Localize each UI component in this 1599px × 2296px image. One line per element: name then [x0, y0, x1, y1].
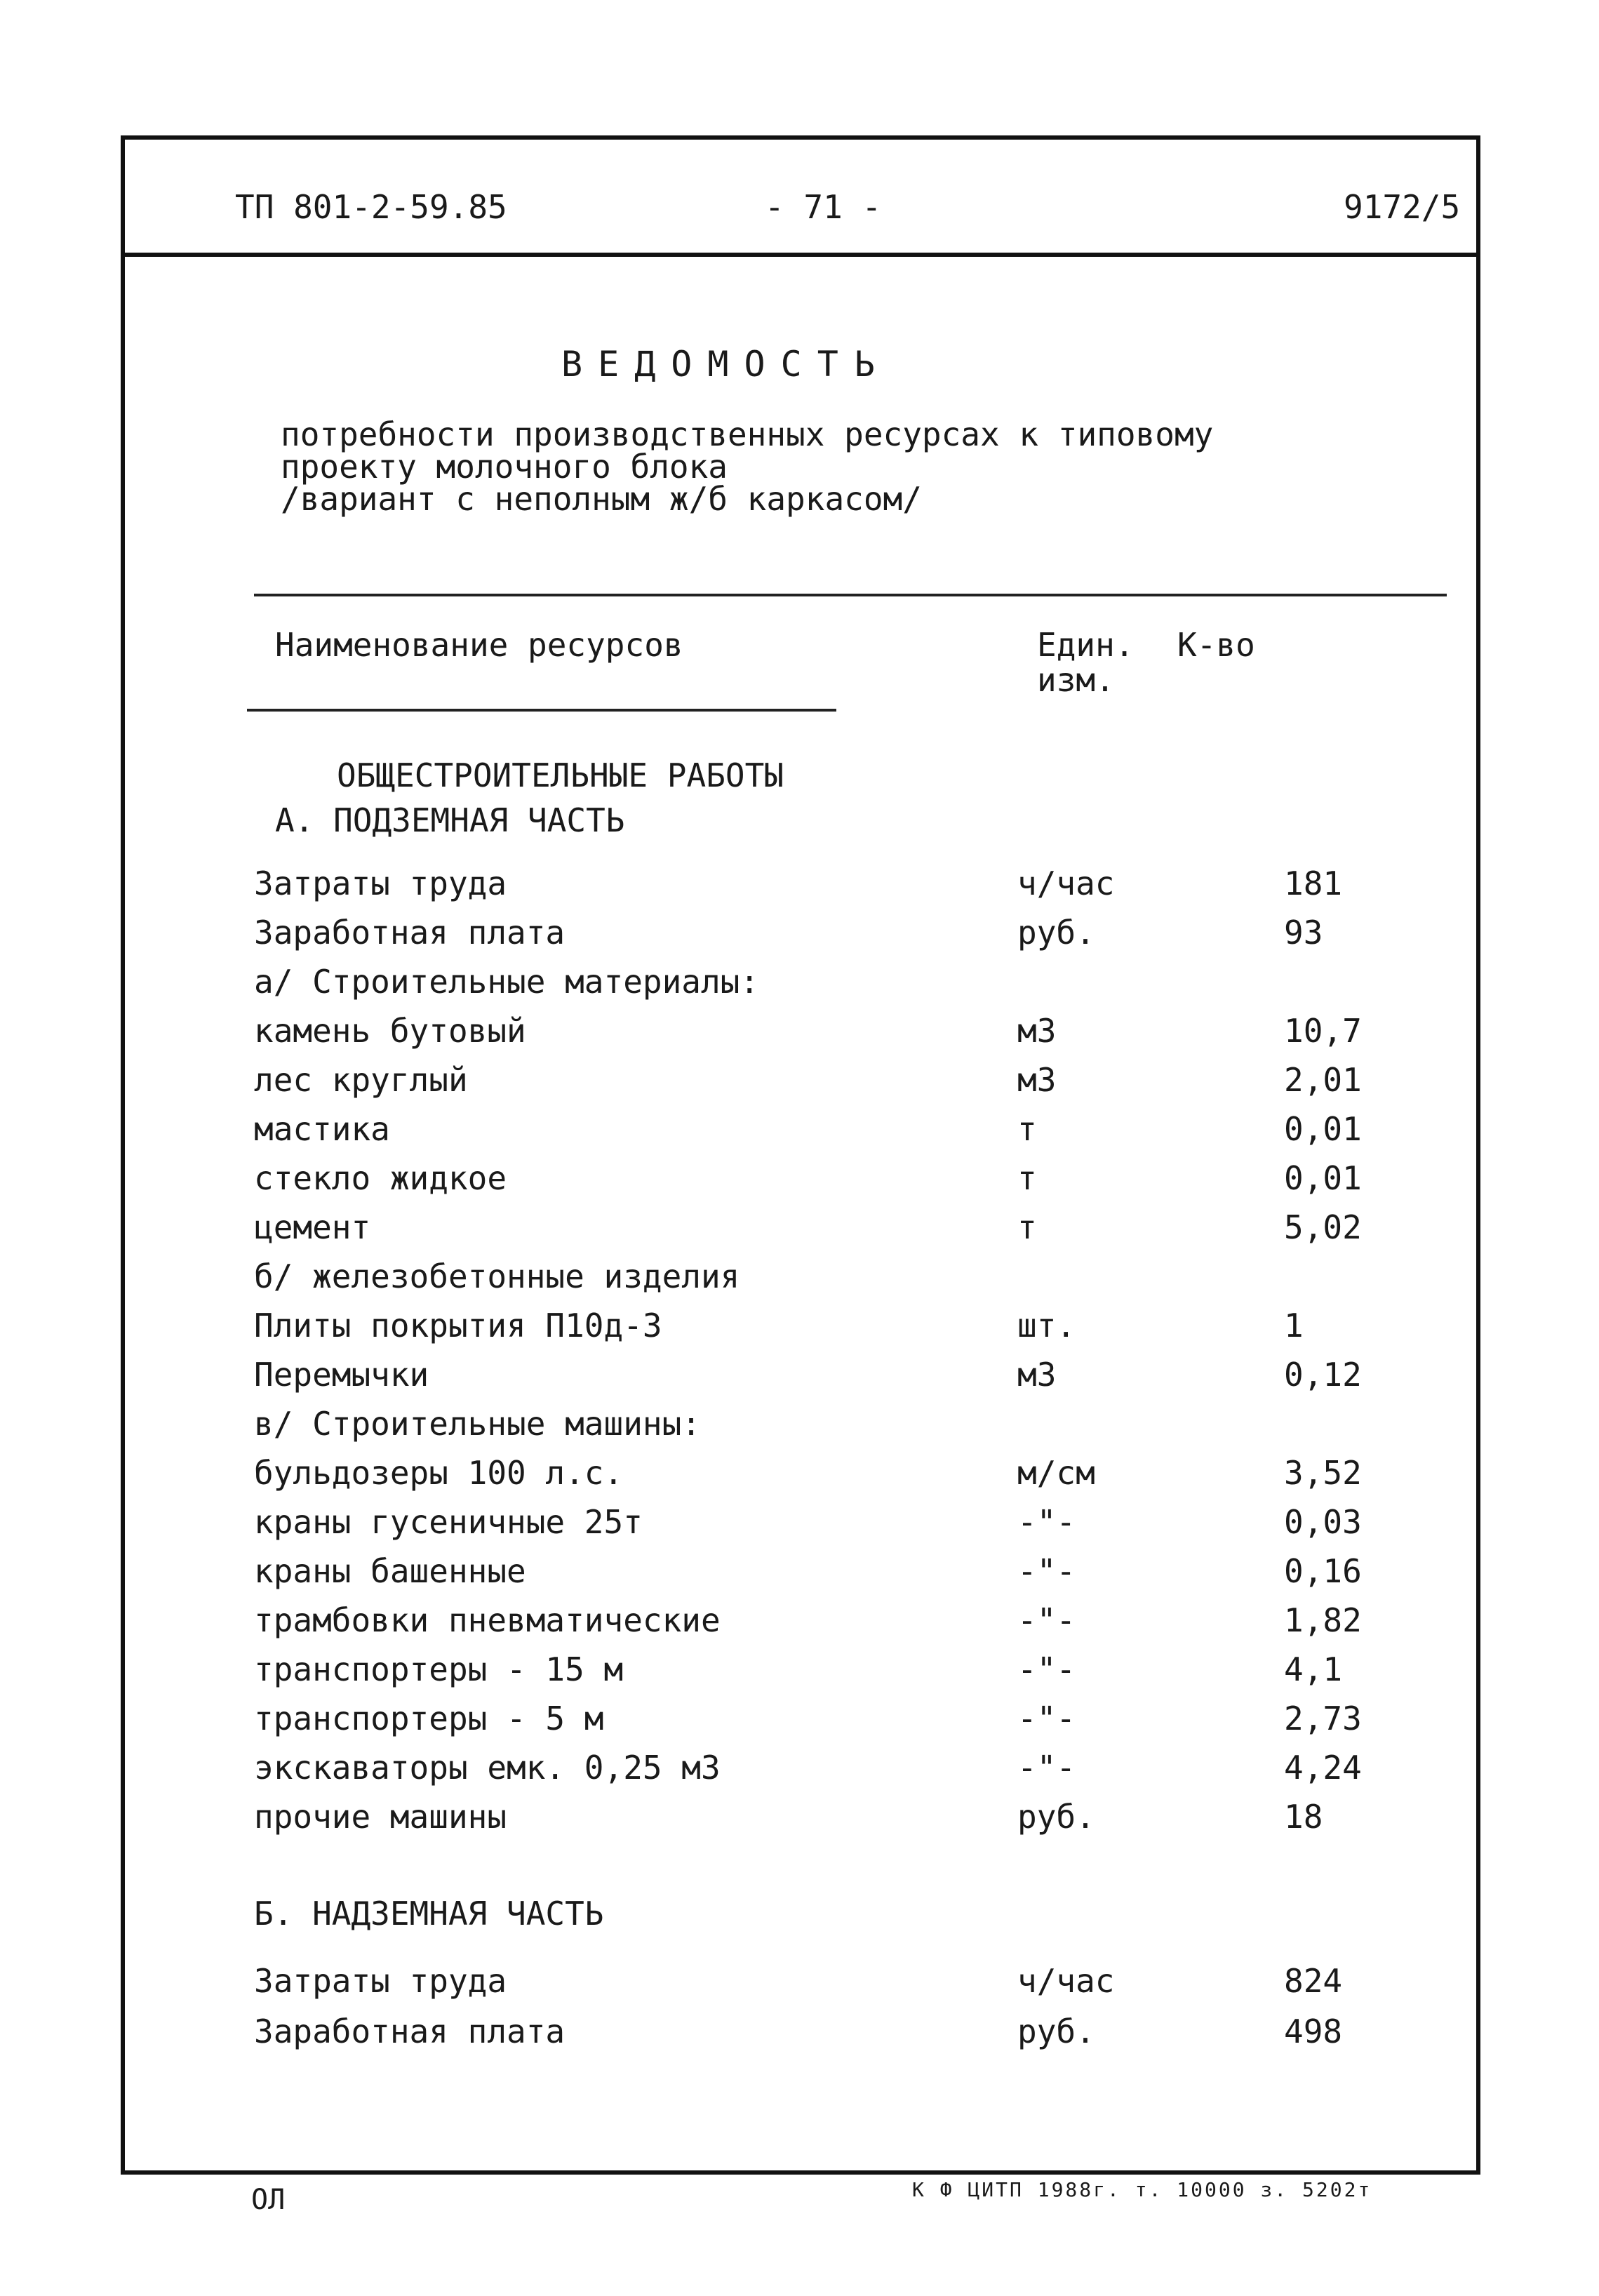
footer-left-mark: ОЛ [251, 2184, 286, 2216]
sheet-number: 9172/5 [1344, 188, 1461, 226]
row-qty: 5,02 [1284, 1208, 1362, 1246]
row-unit: шт. [1017, 1307, 1076, 1344]
row-name: мастика [254, 1110, 390, 1148]
row-unit: руб. [1017, 914, 1095, 952]
document-title: ВЕДОМОСТЬ [561, 344, 890, 385]
row-unit: руб. [1017, 2013, 1095, 2050]
header-bottom-rule [247, 709, 836, 712]
row-name: трамбовки пневматические [254, 1601, 721, 1639]
doc-code: ТП 801-2-59.85 [235, 188, 507, 226]
row-name: б/ железобетонные изделия [254, 1257, 740, 1295]
row-name: краны башенные [254, 1552, 526, 1590]
row-qty: 498 [1284, 2013, 1343, 2050]
row-unit: т [1017, 1208, 1037, 1246]
row-name: краны гусеничные 25т [254, 1503, 643, 1541]
column-header-unit-1: Един. [1037, 626, 1135, 664]
row-unit: -"- [1017, 1601, 1076, 1639]
subtitle-line-1: потребности производственных ресурсах к типовому [281, 415, 1214, 453]
page-number: - 71 - [765, 188, 882, 226]
row-name: Плиты покрытия П10д-3 [254, 1307, 662, 1344]
row-name: а/ Строительные материалы: [254, 963, 760, 1001]
row-unit: ч/час [1017, 865, 1115, 902]
row-name: транспортеры - 15 м [254, 1650, 624, 1688]
row-name: лес круглый [254, 1061, 468, 1099]
row-unit: м/см [1017, 1454, 1095, 1492]
subtitle-line-2: проекту молочного блока [281, 448, 728, 486]
row-qty: 93 [1284, 914, 1323, 952]
row-name: стекло жидкое [254, 1159, 507, 1197]
row-unit: -"- [1017, 1552, 1076, 1590]
row-unit: ч/час [1017, 1962, 1115, 2000]
subtitle-line-3: /вариант с неполным ж/б каркасом/ [281, 480, 922, 518]
column-header-name: Наименование ресурсов [275, 626, 683, 664]
section-main-title: ОБЩЕСТРОИТЕЛЬНЫЕ РАБОТЫ [337, 756, 784, 794]
row-name: Перемычки [254, 1356, 429, 1394]
row-name: в/ Строительные машины: [254, 1405, 701, 1443]
row-qty: 2,73 [1284, 1700, 1362, 1737]
row-qty: 1,82 [1284, 1601, 1362, 1639]
row-qty: 3,52 [1284, 1454, 1362, 1492]
row-name: Заработная плата [254, 2013, 566, 2050]
row-unit: -"- [1017, 1650, 1076, 1688]
row-unit: т [1017, 1159, 1037, 1197]
section-a-title: А. ПОДЗЕМНАЯ ЧАСТЬ [275, 801, 625, 839]
row-qty: 0,01 [1284, 1159, 1362, 1197]
header-divider [121, 253, 1480, 257]
row-unit: -"- [1017, 1749, 1076, 1787]
row-qty: 2,01 [1284, 1061, 1362, 1099]
row-unit: м3 [1017, 1061, 1057, 1099]
row-qty: 1 [1284, 1307, 1304, 1344]
column-header-qty: К-во [1177, 626, 1255, 664]
row-unit: т [1017, 1110, 1037, 1148]
row-qty: 0,01 [1284, 1110, 1362, 1148]
row-name: Заработная плата [254, 914, 566, 952]
row-name: бульдозеры 100 л.с. [254, 1454, 624, 1492]
row-unit: -"- [1017, 1700, 1076, 1737]
row-qty: 10,7 [1284, 1012, 1362, 1050]
row-unit: руб. [1017, 1798, 1095, 1836]
row-name: прочие машины [254, 1798, 507, 1836]
footer-print-info: К Ф ЦИТП 1988г. т. 10000 з. 5202т [912, 2178, 1372, 2201]
column-header-unit-2: изм. [1037, 661, 1115, 699]
row-qty: 18 [1284, 1798, 1323, 1836]
row-qty: 0,12 [1284, 1356, 1362, 1394]
table-top-rule [254, 594, 1447, 596]
row-name: цемент [254, 1208, 371, 1246]
row-qty: 824 [1284, 1962, 1343, 2000]
row-unit: м3 [1017, 1012, 1057, 1050]
row-name: камень бутовый [254, 1012, 526, 1050]
row-qty: 4,1 [1284, 1650, 1343, 1688]
row-qty: 0,03 [1284, 1503, 1362, 1541]
row-name: Затраты труда [254, 865, 507, 902]
row-qty: 181 [1284, 865, 1343, 902]
row-qty: 0,16 [1284, 1552, 1362, 1590]
section-b-title: Б. НАДЗЕМНАЯ ЧАСТЬ [254, 1895, 604, 1933]
row-qty: 4,24 [1284, 1749, 1362, 1787]
row-unit: м3 [1017, 1356, 1057, 1394]
row-name: транспортеры - 5 м [254, 1700, 604, 1737]
row-name: экскаваторы емк. 0,25 м3 [254, 1749, 721, 1787]
row-name: Затраты труда [254, 1962, 507, 2000]
row-unit: -"- [1017, 1503, 1076, 1541]
